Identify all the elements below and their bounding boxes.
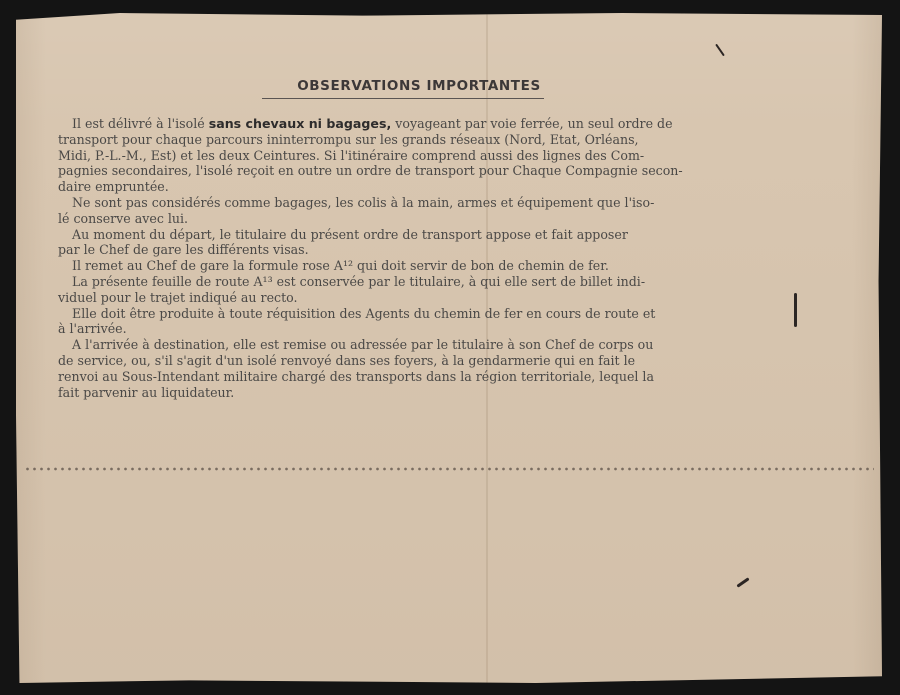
text-line: par le Chef de gare les différents visas. [58,242,309,258]
text-line: daire empruntée. [58,179,169,195]
text-line: lé conserve avec lui. [58,210,189,226]
text-line: Midi, P.-L.-M., Est) et les deux Ceintures. Si l'itinéraire comprend aussi des lignes des Com- [58,147,645,163]
text-line: fait parvenir au liquidateur. [58,384,235,400]
text-line: Ne sont pas considérés comme bagages, les colis à la main, armes et équipement que l'iso- [72,194,655,210]
text-line: renvoi au Sous-Intendant militaire chargé des transports dans la région territoriale, lequel la [58,368,654,384]
text-line: de service, ou, s'il s'agit d'un isolé renvoyé dans ses foyers, à la gendarmerie qui en fait le [58,352,636,368]
document-heading: OBSERVATIONS IMPORTANTES [297,78,541,94]
text-line: Au moment du départ, le titulaire du présent ordre de transport appose et fait apposer [72,226,628,242]
text-line: pagnies secondaires, l'isolé reçoit en outre un ordre de transport pour Chaque Compagnie secon- [58,163,683,179]
perforation-line [24,467,874,471]
text-segment: voyageant par voie ferrée, un seul ordre de [391,116,673,131]
text-line: à l'arrivée. [58,321,127,337]
text-line: La présente feuille de route A¹³ est conservée par le titulaire, à qui elle sert de billet indi- [72,273,646,289]
text-segment: Il est délivré à l'isolé [72,116,209,131]
text-line: A l'arrivée à destination, elle est remise ou adressée par le titulaire à son Chef de corps ou [72,337,654,353]
ink-mark [794,293,797,327]
observations-text [58,116,758,400]
paragraph-group [58,195,758,400]
paragraph-continuation [58,132,758,195]
text-line: Il remet au Chef de gare la formule rose A¹² qui doit servir de bon de chemin de fer. [72,258,609,274]
text-line: transport pour chaque parcours ininterrompu sur les grands réseaux (Nord, Etat, Orléans, [58,131,639,147]
heading-underline [262,98,544,99]
text-line [58,116,758,132]
bold-segment: sans chevaux ni bagages, [208,116,392,131]
ink-mark [736,577,749,587]
text-line: viduel pour le trajet indiqué au recto. [58,289,298,305]
text-line: Elle doit être produite à toute réquisition des Agents du chemin de fer en cours de route et [72,305,656,321]
ink-mark [715,44,725,57]
